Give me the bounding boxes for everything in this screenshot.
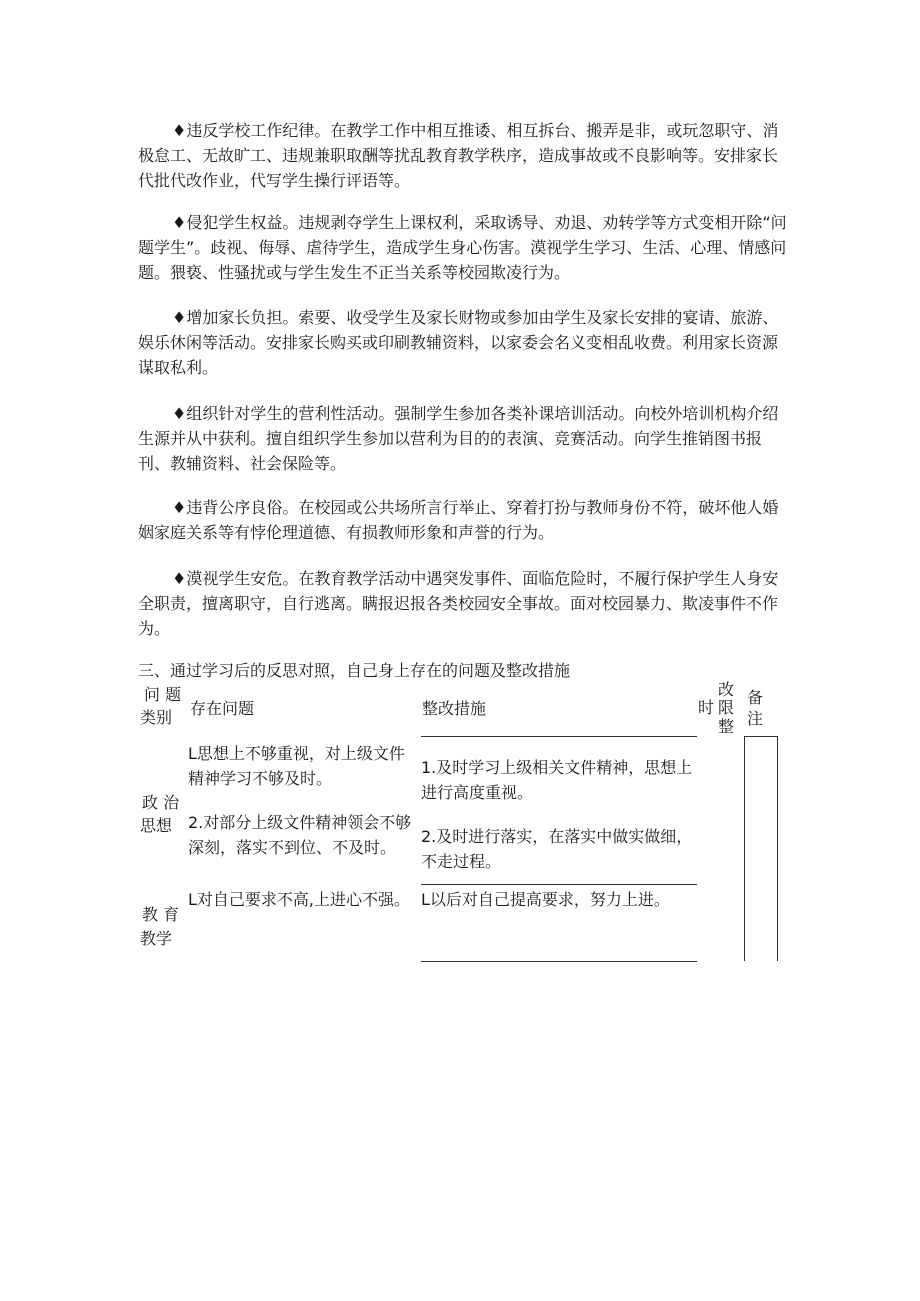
header-deadline-xian: 限: [717, 698, 734, 717]
row2-problem-1: L对自己要求不高,上进心不强。: [188, 890, 411, 909]
rule-paragraph-3: ♦增加家长负担。索要、收受学生及家长财物或参加由学生及家长安排的宴请、旅游、娱乐休闲等活动。安排家长购买或印刷教辅资料，以家委会名义变相乱收费。利用家长资源谋取私利。: [138, 308, 779, 377]
header-deadline-gai: 改: [717, 680, 734, 699]
header-deadline-shi: 时: [697, 698, 714, 717]
row1-category-line2: 思想: [140, 816, 173, 835]
header-remarks-bei: 备: [746, 688, 763, 707]
table-bottom-line: [421, 961, 697, 962]
header-category-line1: 问 题: [144, 685, 182, 704]
rule-paragraph-6: ♦漠视学生安危。在教育教学活动中遇突发事件、面临危险时，不履行保护学生人身安全职责，擅离职守，自行逃离。瞒报迟报各类校园安全事故。面对校园暴力、欺凌事件不作为。: [138, 569, 779, 638]
row2-category-line2: 教学: [140, 929, 173, 948]
row1-problem-2: 2.对部分上级文件精神领会不够深刻，落实不到位、不及时。: [188, 813, 412, 857]
header-remarks-zhu: 注: [746, 709, 763, 728]
rule-paragraph-5: ♦违背公序良俗。在校园或公共场所言行举止、穿着打扮与教师身份不符，破坏他人婚姻家庭关系等有悖伦理道德、有损教师形象和声誉的行为。: [138, 498, 779, 542]
header-problem: 存在问题: [190, 699, 255, 718]
row1-measure-1: 1.及时学习上级相关文件精神，思想上进行高度重视。: [421, 758, 693, 802]
header-category-line2: 类别: [140, 708, 173, 727]
row1-problem-1: L思想上不够重视，对上级文件精神学习不够及时。: [188, 744, 405, 788]
rule-paragraph-1: ♦违反学校工作纪律。在教学工作中相互推诿、相互拆台、搬弄是非，或玩忽职守、消极怠工、无故旷工、违规兼职取酬等扰乱教育教学秩序，造成事故或不良影响等。安排家长代批代改作业，代写学生操行评语等。: [138, 121, 779, 190]
row2-category-line1: 教 育: [142, 905, 180, 924]
row1-measure-2: 2.及时进行落实，在落实中做实做细，不走过程。: [421, 827, 693, 871]
header-measures: 整改措施: [422, 699, 487, 718]
remarks-right-border: [777, 736, 778, 961]
row2-measure-1: L以后对自己提高要求，努力上进。: [421, 890, 670, 909]
rule-paragraph-2: ♦侵犯学生权益。违规剥夺学生上课权利，采取诱导、劝退、劝转学等方式变相开除“问题学生”。歧视、侮辱、虐待学生，造成学生身心伤害。漠视学生学习、生活、心理、情感问题。猥亵、性骚扰或与学生发生不正当关系等校园欺凌行为。: [138, 213, 787, 282]
rule-paragraph-4: ♦组织针对学生的营利性活动。强制学生参加各类补课培训活动。向校外培训机构介绍生源并从中获利。擅自组织学生参加以营利为目的的表演、竞赛活动。向学生推销图书报刊、教辅资料、社会保险等。: [138, 404, 779, 473]
remarks-left-border: [744, 736, 745, 961]
section-heading: 三、通过学习后的反思对照，自己身上存在的问题及整改措施: [138, 661, 571, 680]
row-divider: [421, 884, 697, 885]
remarks-top-border: [744, 736, 778, 737]
measures-header-divider: [421, 736, 697, 737]
header-deadline-zheng: 整: [717, 717, 734, 736]
row1-category-line1: 政 治: [142, 793, 180, 812]
